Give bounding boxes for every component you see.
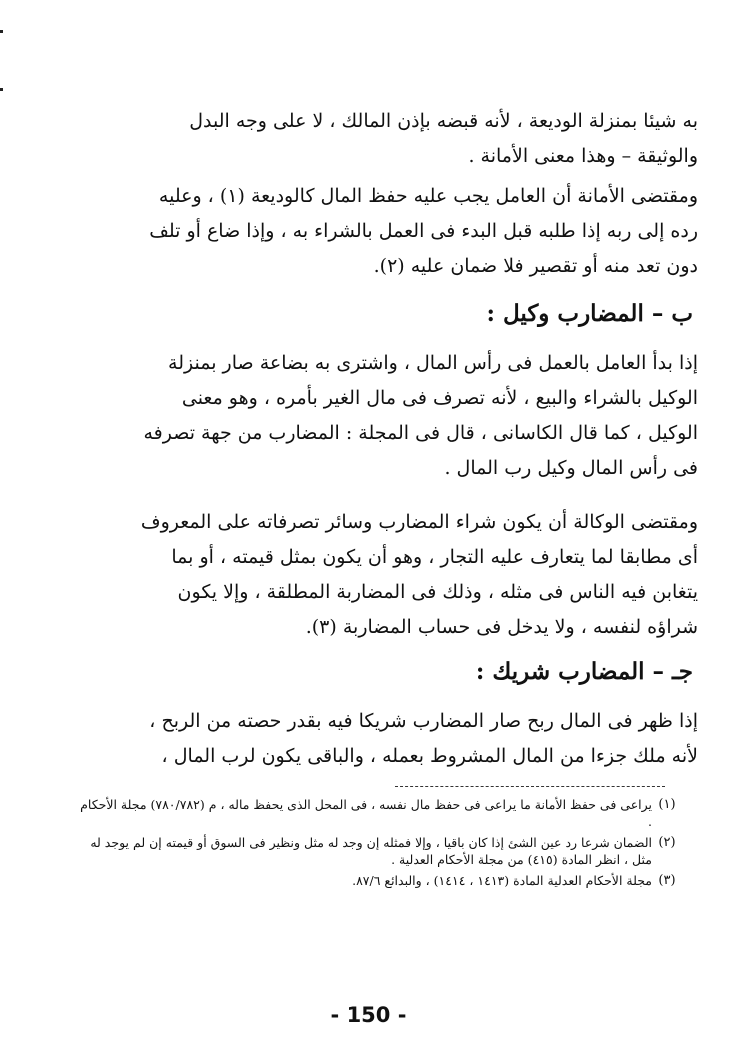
footnotes [78, 796, 682, 893]
footnote-divider [395, 786, 665, 787]
scan-mark [0, 88, 3, 91]
text-line: إذا بدأ العامل بالعمل فى رأس المال ، واشترى به بضاعة صار بمنزلة [168, 352, 698, 374]
text-line: دون تعد منه أو تقصير فلا ضمان عليه (٢). [373, 255, 698, 277]
scan-mark [0, 30, 3, 33]
text-line: إذا ظهر فى المال ربح صار المضارب شريكا فيه بقدر حصته من الربح ، [149, 710, 698, 732]
text-line: به شيئا بمنزلة الوديعة ، لأنه قبضه بإذن المالك ، لا على وجه البدل [189, 110, 698, 132]
paragraph-agent [78, 346, 698, 486]
paragraph-trust [78, 179, 698, 284]
paragraph-partner [78, 704, 698, 774]
text-line: فى رأس المال وكيل رب المال . [444, 457, 698, 479]
footnote-number: (٢) [658, 835, 676, 850]
footnote [78, 796, 682, 830]
footnote-text: الضمان شرعا رد عين الشئ إذا كان باقيا ، وإلا فمثله إن وجد له مثل ونظير فى السوق أو قيمته إن لم يوجد له مثل ، انظر المادة (٤١٥) من مجلة الأحكام العدلية . [90, 835, 652, 867]
text-line: يتغابن فيه الناس فى مثله ، وذلك فى المضاربة المطلقة ، وإلا يكون [177, 581, 698, 603]
footnote-number: (١) [658, 797, 676, 812]
footnote [78, 834, 682, 868]
footnote [78, 872, 682, 889]
text-line: ومقتضى الأمانة أن العامل يجب عليه حفظ المال كالوديعة (١) ، وعليه [158, 185, 698, 207]
paragraph-deposit [78, 104, 698, 174]
heading-agent: ب – المضارب وكيل : [486, 300, 693, 327]
text-line: ومقتضى الوكالة أن يكون شراء المضارب وسائر تصرفاته على المعروف [140, 511, 698, 533]
page-number: - 150 - [330, 1003, 407, 1027]
heading-partner: جـ – المضارب شريك : [475, 658, 693, 685]
text-line: لأنه ملك جزءا من المال المشروط بعمله ، والباقى يكون لرب المال ، [161, 745, 698, 767]
footnote-text: يراعى فى حفظ الأمانة ما يراعى فى حفظ مال نفسه ، فى المحل الذى يحفظ ماله ، م (٧٨٠/٧٨٢) مجلة الأحكام . [80, 797, 652, 829]
text-line: والوثيقة – وهذا معنى الأمانة . [468, 145, 698, 167]
footnote-number: (٣) [658, 873, 676, 888]
text-line: رده إلى ربه إذا طلبه قبل البدء فى العمل بالشراء به ، وإذا ضاع أو تلف [149, 220, 698, 242]
text-line: الوكيل ، كما قال الكاسانى ، قال فى المجلة : المضارب من جهة تصرفه [143, 422, 698, 444]
footnote-text: مجلة الأحكام العدلية المادة (١٤١٣ ، ١٤١٤) ، والبدائع ٨٧/٦. [352, 873, 652, 888]
paragraph-agency [78, 505, 698, 645]
text-line: الوكيل بالشراء والبيع ، لأنه تصرف فى مال الغير بأمره ، وهو معنى [181, 387, 698, 409]
text-line: أى مطابقا لما يتعارف عليه التجار ، وهو أن يكون بمثل قيمته ، أو بما [171, 546, 698, 568]
text-line: شراؤه لنفسه ، ولا يدخل فى حساب المضاربة (٣). [305, 616, 698, 638]
